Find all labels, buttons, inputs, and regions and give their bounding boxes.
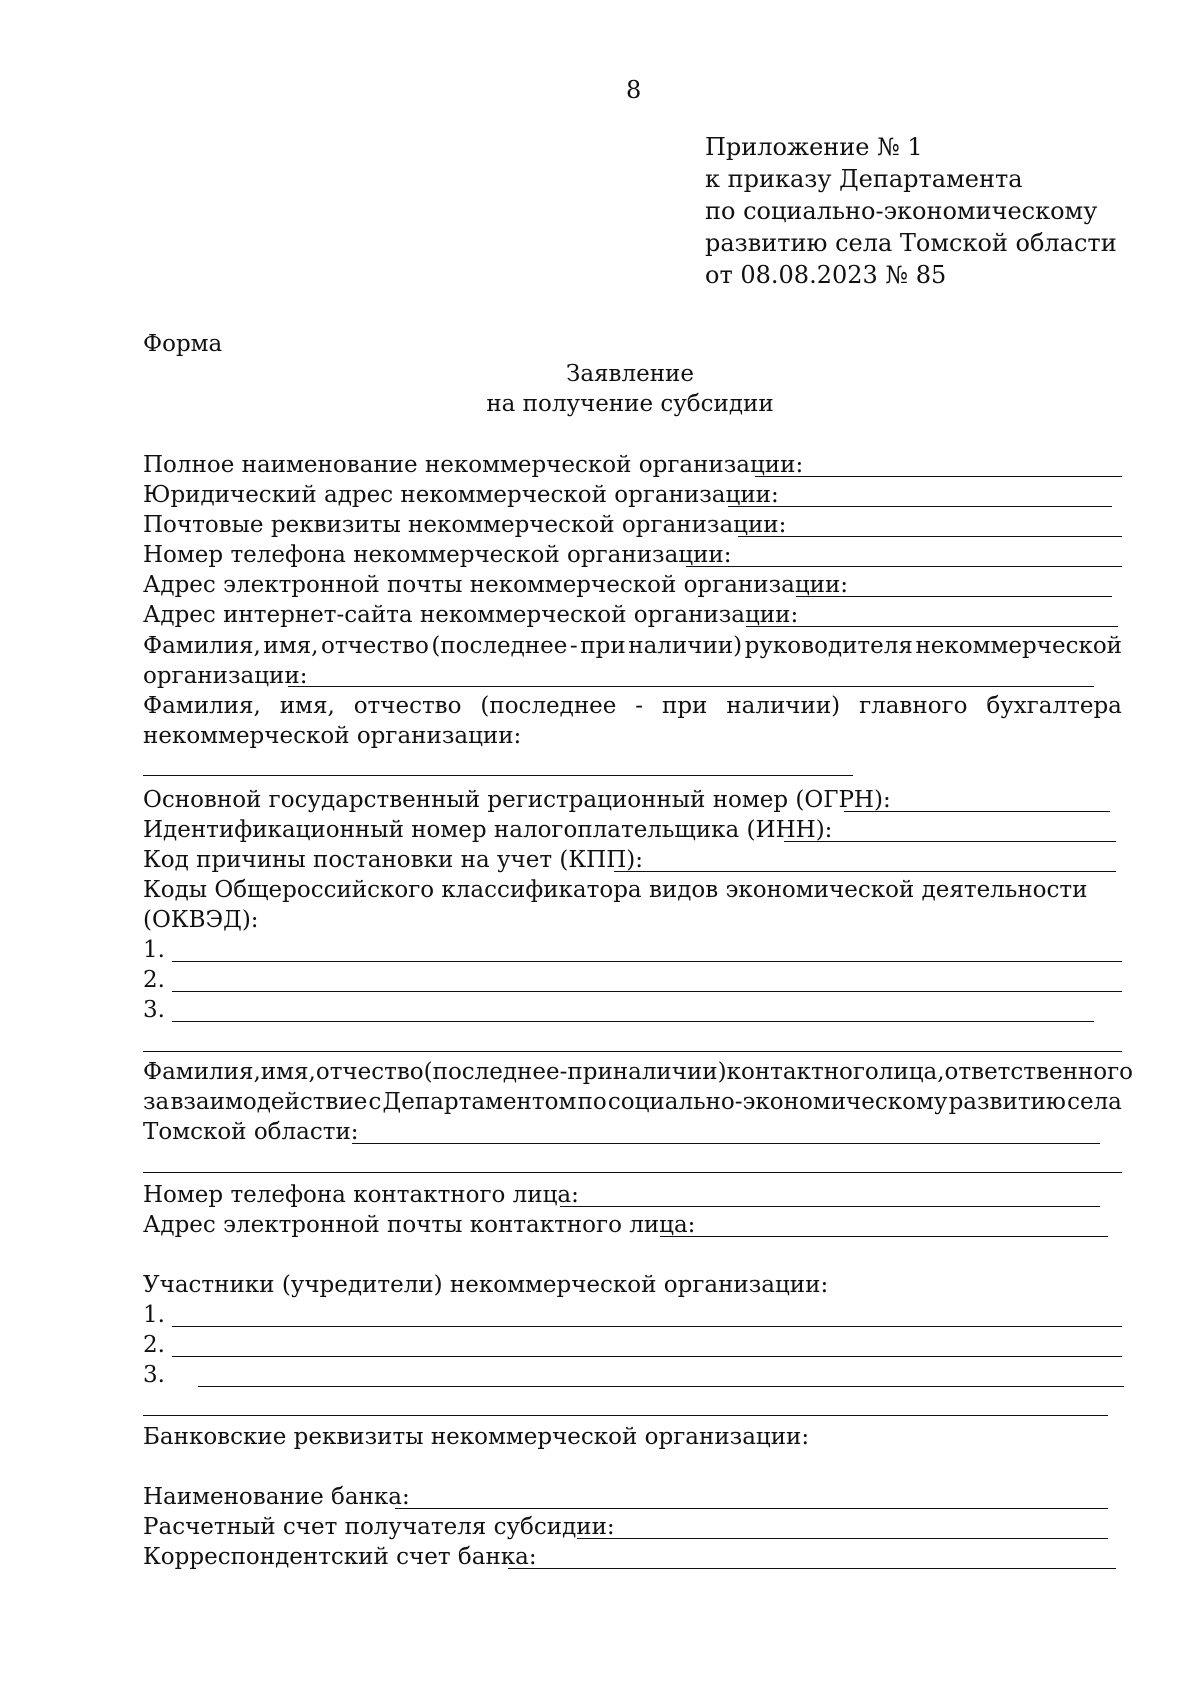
word: наличии) xyxy=(726,693,841,719)
word: лица, xyxy=(878,1059,945,1085)
word: с xyxy=(368,1089,382,1115)
word: Фамилия, xyxy=(143,693,261,719)
field-phone-line[interactable] xyxy=(686,566,1122,567)
okved-item-2-line[interactable] xyxy=(172,991,1122,992)
word: отчество xyxy=(353,693,462,719)
bank-name-line[interactable] xyxy=(395,1508,1108,1509)
okved-item-1-label: 1. xyxy=(143,937,165,963)
word: - xyxy=(635,693,644,719)
contact-fio-label xyxy=(143,1058,1133,1086)
word: бухгалтера xyxy=(986,693,1122,719)
contact-fio-label-3: Томской области: xyxy=(143,1119,359,1145)
word: при xyxy=(567,1059,613,1085)
word: развитию xyxy=(948,1089,1066,1115)
contact-fio-extra-line[interactable] xyxy=(143,1172,1122,1173)
field-email-line[interactable] xyxy=(796,596,1112,597)
word: некоммерческой xyxy=(915,633,1122,659)
field-postal-details-line[interactable] xyxy=(738,536,1122,537)
okved-item-2-label: 2. xyxy=(143,967,165,993)
okved-item-3-line[interactable] xyxy=(172,1021,1094,1022)
word: при xyxy=(580,633,626,659)
word: - xyxy=(569,633,578,659)
word: руководителя xyxy=(744,633,913,659)
word: за xyxy=(143,1089,170,1115)
word: имя, xyxy=(263,633,319,659)
field-head-fio-label-2: организации: xyxy=(143,663,308,689)
appendix-line-3: по социально-экономическому xyxy=(705,197,1098,225)
bank-name-label: Наименование банка: xyxy=(143,1484,410,1510)
word: (последнее xyxy=(423,1059,560,1085)
word: при xyxy=(662,693,708,719)
field-ogrn-line[interactable] xyxy=(844,811,1110,812)
appendix-line-1: Приложение № 1 xyxy=(705,133,923,161)
founder-item-2-line[interactable] xyxy=(172,1356,1122,1357)
field-okved-label: Коды Общероссийского классификатора видов экономической деятельности xyxy=(143,877,1088,903)
founders-heading: Участники (учредители) некоммерческой организации: xyxy=(143,1272,829,1298)
field-legal-address-label: Юридический адрес некоммерческой организации: xyxy=(143,482,779,508)
word: отчество xyxy=(315,1059,424,1085)
bank-account-line[interactable] xyxy=(577,1538,1108,1539)
word: контактного xyxy=(726,1059,879,1085)
title-line-2: на получение субсидии xyxy=(486,391,774,417)
form-label: Форма xyxy=(143,331,223,357)
contact-phone-label: Номер телефона контактного лица: xyxy=(143,1182,579,1208)
field-head-fio-line[interactable] xyxy=(288,686,1094,687)
bank-corr-account-label: Корреспондентский счет банка: xyxy=(143,1544,537,1570)
founder-item-3-line[interactable] xyxy=(198,1386,1124,1387)
field-accountant-fio-label-2: некоммерческой организации: xyxy=(143,723,522,749)
field-website-line[interactable] xyxy=(746,626,1118,627)
founders-extra-line[interactable] xyxy=(143,1415,1108,1416)
field-legal-address-line[interactable] xyxy=(728,506,1112,507)
field-full-name-label: Полное наименование некоммерческой организации: xyxy=(143,452,804,478)
founder-item-2-label: 2. xyxy=(143,1332,165,1358)
field-phone-label: Номер телефона некоммерческой организации: xyxy=(143,542,732,568)
field-email-label: Адрес электронной почты некоммерческой организации: xyxy=(143,572,849,598)
contact-fio-line[interactable] xyxy=(352,1143,1100,1144)
word: отчество xyxy=(321,633,429,659)
contact-email-label: Адрес электронной почты контактного лица: xyxy=(143,1212,696,1238)
appendix-line-4: развитию села Томской области xyxy=(705,229,1117,257)
word: ответственного xyxy=(944,1059,1133,1085)
bank-account-label: Расчетный счет получателя субсидии: xyxy=(143,1514,615,1540)
word: (последнее xyxy=(480,693,617,719)
word: (последнее xyxy=(431,633,568,659)
okved-item-1-line[interactable] xyxy=(172,961,1122,962)
field-inn-label: Идентификационный номер налогоплательщика (ИНН): xyxy=(143,817,833,843)
word: Фамилия, xyxy=(143,1059,261,1085)
word: села xyxy=(1067,1089,1122,1115)
field-postal-details-label: Почтовые реквизиты некоммерческой организации: xyxy=(143,512,787,538)
word: главного xyxy=(859,693,968,719)
field-kpp-line[interactable] xyxy=(614,871,1116,872)
contact-fio-label-2 xyxy=(143,1088,1122,1116)
bank-corr-account-line[interactable] xyxy=(508,1568,1116,1569)
field-okved-label-2: (ОКВЭД): xyxy=(143,907,259,933)
founder-item-1-line[interactable] xyxy=(172,1326,1122,1327)
contact-phone-line[interactable] xyxy=(560,1206,1100,1207)
founder-item-3-label: 3. xyxy=(143,1362,165,1388)
title-line-1: Заявление xyxy=(566,361,694,387)
word: по xyxy=(577,1089,607,1115)
word: наличии) xyxy=(612,1059,727,1085)
word: наличии) xyxy=(628,633,743,659)
okved-extra-line[interactable] xyxy=(143,1051,1122,1052)
appendix-line-5: от 08.08.2023 № 85 xyxy=(705,261,947,289)
word: Департаментом xyxy=(382,1089,577,1115)
field-website-label: Адрес интернет-сайта некоммерческой организации: xyxy=(143,602,799,628)
page-number: 8 xyxy=(626,76,642,104)
bank-heading: Банковские реквизиты некоммерческой организации: xyxy=(143,1424,810,1450)
appendix-line-2: к приказу Департамента xyxy=(705,165,1023,193)
contact-email-line[interactable] xyxy=(660,1236,1108,1237)
word: имя, xyxy=(279,693,335,719)
field-full-name-line[interactable] xyxy=(755,476,1122,477)
word: - xyxy=(559,1059,568,1085)
founder-item-1-label: 1. xyxy=(143,1302,165,1328)
okved-item-3-label: 3. xyxy=(143,997,165,1023)
word: Фамилия, xyxy=(143,633,261,659)
field-accountant-fio-label xyxy=(143,692,1122,720)
field-kpp-label: Код причины постановки на учет (КПП): xyxy=(143,847,643,873)
field-inn-line[interactable] xyxy=(784,841,1116,842)
word: социально-экономическому xyxy=(607,1089,948,1115)
field-accountant-fio-line[interactable] xyxy=(143,775,853,776)
word: взаимодействие xyxy=(170,1089,368,1115)
field-ogrn-label: Основной государственный регистрационный номер (ОГРН): xyxy=(143,787,891,813)
word: имя, xyxy=(260,1059,316,1085)
field-head-fio-label xyxy=(143,632,1122,660)
